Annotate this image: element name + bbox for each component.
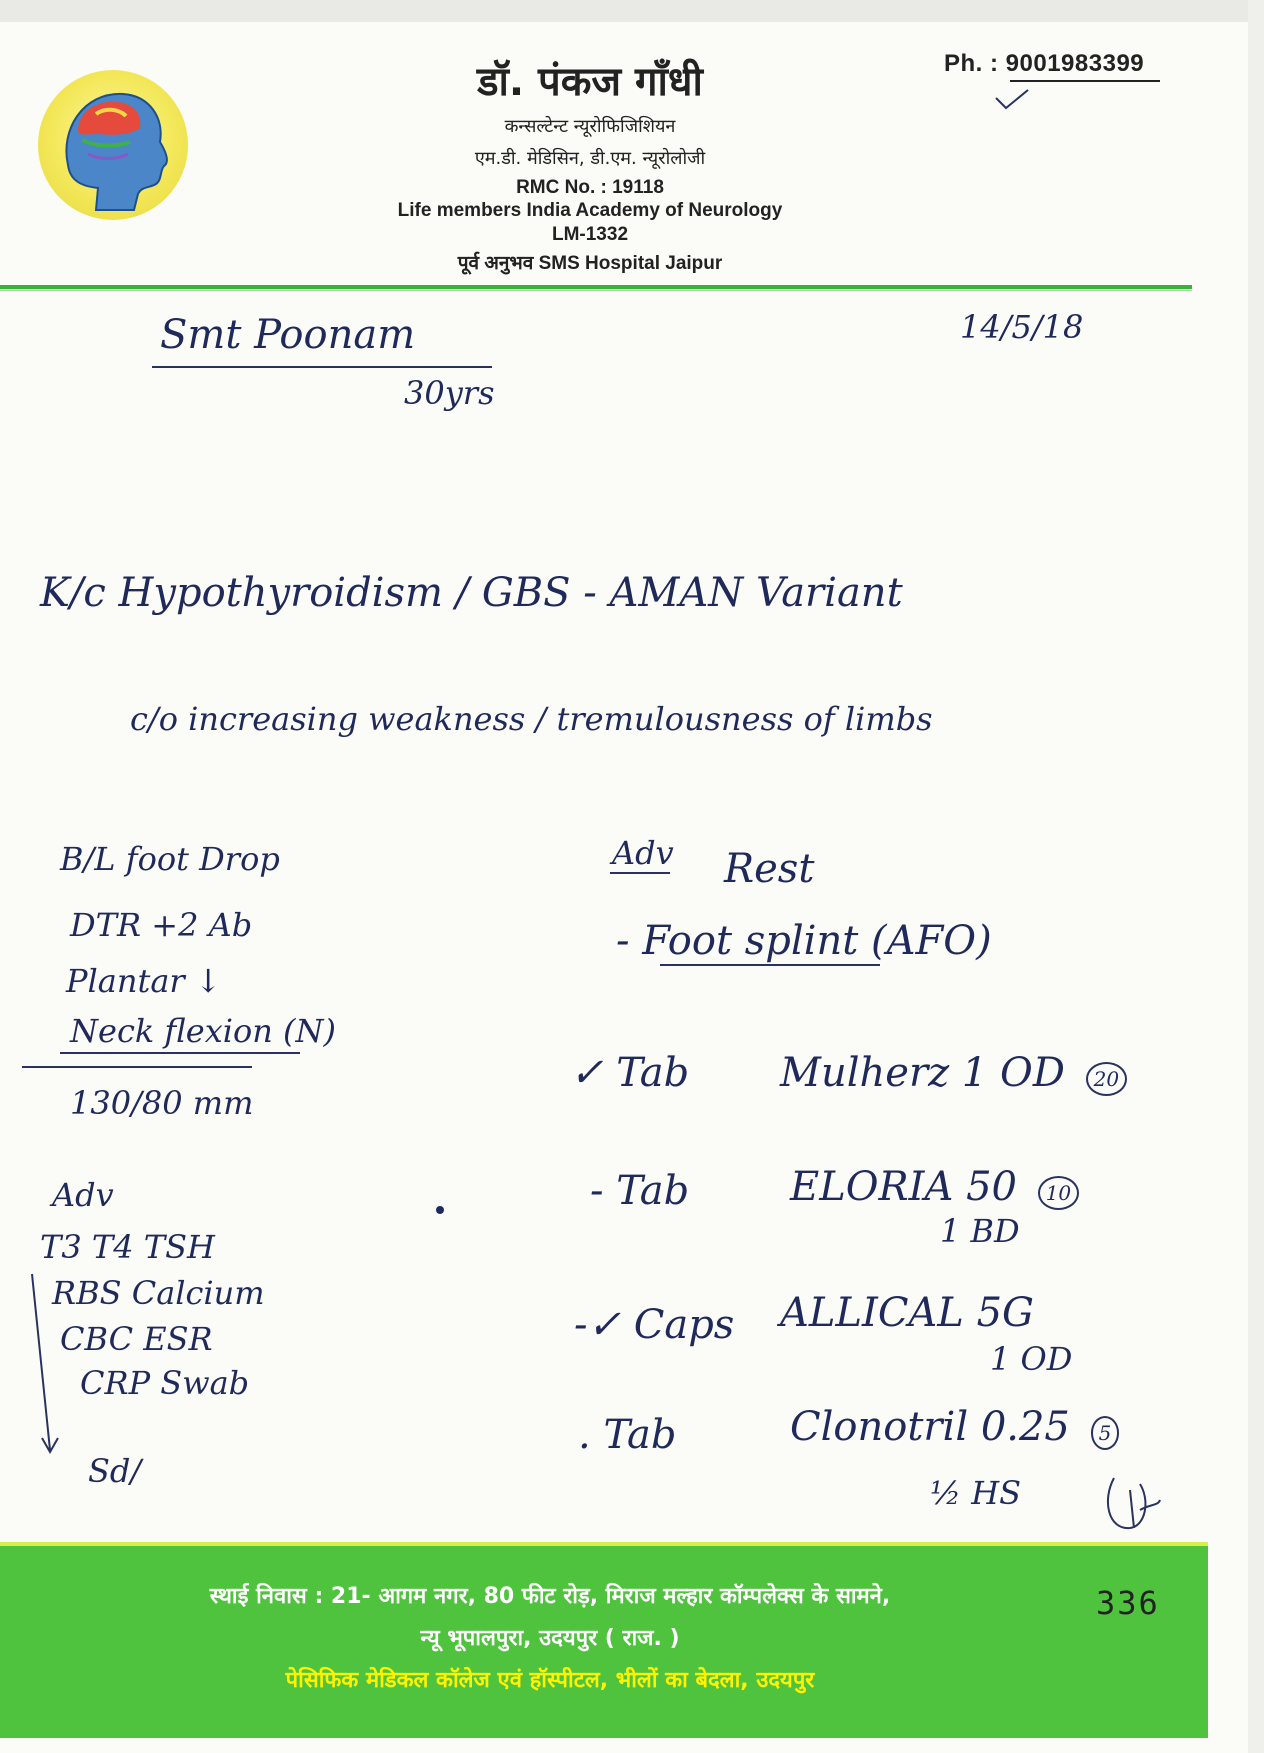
investigation-item: RBS Calcium [52,1274,265,1312]
medicine-form: Tab [616,1050,690,1096]
footer-hospital: पेसिफिक मेडिकल कॉलेज एवं हॉस्पीटल, भीलों का बेदला, उदयपुर [285,1668,815,1693]
footer-edge [0,1542,1208,1546]
complaint-line: c/o increasing weakness / tremulousness of limbs [130,700,933,738]
list-dash: - [616,918,643,964]
header-divider [0,285,1192,289]
advice-rest: Rest [724,846,815,892]
finding-item: DTR +2 Ab [70,906,253,944]
brain-logo [38,70,188,220]
medicine-form: Caps [633,1302,735,1348]
scan-edge [1248,0,1264,1753]
page-number: 336 [1096,1584,1160,1622]
medicine-row [578,1412,676,1458]
list-dash: - [590,1168,617,1214]
medicine-row [780,1050,1127,1096]
phone-number: Ph. : 9001983399 [944,50,1145,77]
medicine-name: ELORIA 50 [790,1164,1017,1210]
medicine-dose: 1 BD [940,1212,1020,1250]
patient-age: 30yrs [404,374,495,412]
medicine-row [570,1050,689,1096]
medicine-form: Tab [603,1412,677,1458]
doctor-name: डॉ. पंकज गाँधी [477,59,703,105]
investigation-item: CRP Swab [80,1364,250,1402]
visit-date: 14/5/18 [960,308,1084,346]
membership: Life members India Academy of Neurology [397,200,783,221]
findings-underline [22,1066,252,1068]
qualifications: एम.डी. मेडिसिन, डी.एम. न्यूरोलोजी [474,148,706,169]
advice-splint [616,918,992,964]
phone-underline [1010,80,1160,82]
medicine-dose: 1 OD [961,1050,1065,1096]
medicine-row [790,1404,1119,1450]
medicine-tick: ✓ [570,1050,617,1096]
finding-item: B/L foot Drop [60,840,280,878]
signature-initial: Sd/ [88,1452,142,1490]
patient-name-underline [152,366,492,368]
diagnosis-line: K/c Hypothyroidism / GBS - AMAN Variant [40,570,903,616]
header-divider [0,290,1192,291]
medicine-quantity: 10 [1038,1176,1079,1210]
splint-text: Foot splint (AFO) [642,918,992,964]
medicine-dose: 1 OD [990,1340,1073,1378]
medicine-quantity: 5 [1091,1416,1120,1450]
ink-dot [436,1206,444,1214]
past-experience: पूर्व अनुभव SMS Hospital Jaipur [457,253,723,274]
medicine-row [790,1164,1079,1210]
medicine-name: ALLICAL 5G [780,1290,1034,1336]
patient-name: Smt Poonam [160,312,416,358]
list-dash: . [578,1412,604,1458]
membership-number: LM-1332 [551,224,629,245]
designation: कन्सल्टेन्ट न्यूरोफिजिशियन [504,116,676,137]
medicine-row [574,1302,734,1348]
medicine-row [590,1168,689,1214]
finding-item: Neck flexion (N) [70,1012,336,1050]
medicine-quantity: 20 [1086,1062,1127,1096]
footer-address-1: स्थाई निवास : 21- आगम नगर, 80 फीट रोड़, मिराज मल्हार कॉम्पलेक्स के सामने, [209,1584,891,1609]
investigations-heading: Adv [52,1176,114,1214]
blood-pressure: 130/80 mm [70,1084,254,1122]
bracket-arrow-icon [20,1270,80,1470]
advice-heading: Adv [612,834,674,872]
rmc-number: RMC No. : 19118 [516,177,664,198]
signature-icon [1100,1470,1164,1540]
medicine-frequency: ½ HS [930,1474,1022,1512]
finding-item: Plantar ↓ [66,962,222,1000]
investigation-item: CBC ESR [60,1320,213,1358]
tick-mark-icon [992,86,1032,116]
scan-edge [0,0,1264,22]
list-dash: -✓ [574,1302,634,1348]
medicine-form: Tab [616,1168,690,1214]
advice-heading-underline [610,872,670,874]
findings-underline [60,1052,300,1054]
footer-address-2: न्यू भूपालपुरा, उदयपुर ( राज. ) [420,1626,680,1651]
splint-underline [660,964,880,966]
medicine-name: Mulherz [780,1050,950,1096]
investigation-item: T3 T4 TSH [40,1228,215,1266]
medicine-name: Clonotril 0.25 [790,1404,1070,1450]
